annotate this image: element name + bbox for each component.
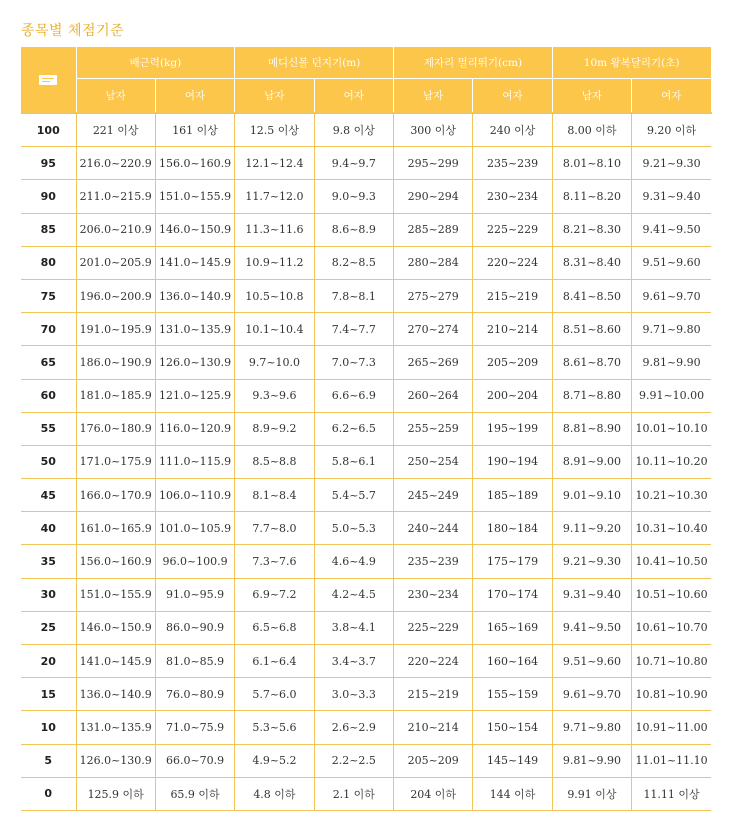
criteria-cell: 136.0~140.9	[155, 279, 234, 312]
table-row	[21, 379, 711, 412]
criteria-cell: 10.51~10.60	[632, 578, 711, 611]
table-row	[21, 313, 711, 346]
criteria-cell: 280~284	[394, 246, 473, 279]
criteria-cell: 6.9~7.2	[235, 578, 314, 611]
criteria-cell: 250~254	[394, 445, 473, 478]
criteria-cell: 11.01~11.10	[632, 744, 711, 777]
score-cell: 25	[21, 611, 76, 644]
table-row	[21, 645, 711, 678]
criteria-cell: 10.81~10.90	[632, 678, 711, 711]
criteria-cell: 8.01~8.10	[552, 147, 631, 180]
table-row	[21, 512, 711, 545]
table-row	[21, 678, 711, 711]
criteria-cell: 9.4~9.7	[314, 147, 393, 180]
criteria-cell: 141.0~145.9	[155, 246, 234, 279]
criteria-cell: 9.01~9.10	[552, 479, 631, 512]
criteria-cell: 6.1~6.4	[235, 645, 314, 678]
criteria-cell: 10.5~10.8	[235, 279, 314, 312]
table-row	[21, 346, 711, 379]
criteria-cell: 300 이상	[394, 113, 473, 147]
criteria-cell: 121.0~125.9	[155, 379, 234, 412]
criteria-cell: 275~279	[394, 279, 473, 312]
score-cell: 75	[21, 279, 76, 312]
criteria-cell: 215~219	[394, 678, 473, 711]
criteria-cell: 7.8~8.1	[314, 279, 393, 312]
criteria-cell: 125.9 이하	[76, 777, 155, 810]
header-row-genders	[21, 79, 711, 114]
header-row-events	[21, 47, 711, 79]
criteria-cell: 225~229	[394, 611, 473, 644]
gender-header: 여자	[155, 79, 234, 114]
criteria-cell: 3.0~3.3	[314, 678, 393, 711]
table-row	[21, 545, 711, 578]
score-column-header	[21, 47, 76, 114]
criteria-cell: 10.71~10.80	[632, 645, 711, 678]
criteria-cell: 5.4~5.7	[314, 479, 393, 512]
gender-header: 남자	[552, 79, 631, 114]
table-row	[21, 246, 711, 279]
criteria-cell: 7.0~7.3	[314, 346, 393, 379]
score-cell: 10	[21, 711, 76, 744]
score-cell: 65	[21, 346, 76, 379]
criteria-cell: 126.0~130.9	[155, 346, 234, 379]
criteria-cell: 91.0~95.9	[155, 578, 234, 611]
table-row	[21, 479, 711, 512]
gender-header: 여자	[314, 79, 393, 114]
criteria-cell: 2.2~2.5	[314, 744, 393, 777]
criteria-cell: 8.81~8.90	[552, 412, 631, 445]
criteria-cell: 5.8~6.1	[314, 445, 393, 478]
score-cell: 55	[21, 412, 76, 445]
score-icon	[39, 75, 57, 85]
criteria-cell: 4.6~4.9	[314, 545, 393, 578]
criteria-cell: 71.0~75.9	[155, 711, 234, 744]
criteria-cell: 8.31~8.40	[552, 246, 631, 279]
criteria-cell: 235~239	[473, 147, 552, 180]
criteria-cell: 230~234	[394, 578, 473, 611]
criteria-cell: 106.0~110.9	[155, 479, 234, 512]
criteria-cell: 81.0~85.9	[155, 645, 234, 678]
score-cell: 60	[21, 379, 76, 412]
table-row	[21, 213, 711, 246]
criteria-cell: 211.0~215.9	[76, 180, 155, 213]
criteria-cell: 220~224	[394, 645, 473, 678]
criteria-cell: 225~229	[473, 213, 552, 246]
event-header-standing-jump: 제자리 멀리뛰기(cm)	[394, 47, 553, 79]
criteria-cell: 4.8 이하	[235, 777, 314, 810]
criteria-cell: 2.1 이하	[314, 777, 393, 810]
criteria-cell: 9.71~9.80	[552, 711, 631, 744]
criteria-cell: 3.4~3.7	[314, 645, 393, 678]
event-header-back-strength: 배근력(kg)	[76, 47, 235, 79]
score-cell: 15	[21, 678, 76, 711]
criteria-cell: 175~179	[473, 545, 552, 578]
criteria-cell: 12.5 이상	[235, 113, 314, 147]
criteria-cell: 116.0~120.9	[155, 412, 234, 445]
criteria-cell: 6.2~6.5	[314, 412, 393, 445]
table-row	[21, 445, 711, 478]
criteria-cell: 11.11 이상	[632, 777, 711, 810]
table-row	[21, 412, 711, 445]
criteria-cell: 165~169	[473, 611, 552, 644]
criteria-cell: 11.7~12.0	[235, 180, 314, 213]
criteria-cell: 205~209	[394, 744, 473, 777]
event-header-shuttle-run: 10m 왕복달리기(초)	[552, 47, 711, 79]
criteria-cell: 181.0~185.9	[76, 379, 155, 412]
criteria-cell: 8.51~8.60	[552, 313, 631, 346]
criteria-cell: 8.61~8.70	[552, 346, 631, 379]
event-header-medicine-ball: 메디신볼 던지기(m)	[235, 47, 394, 79]
score-cell: 0	[21, 777, 76, 810]
criteria-cell: 9.21~9.30	[632, 147, 711, 180]
criteria-cell: 10.21~10.30	[632, 479, 711, 512]
score-cell: 90	[21, 180, 76, 213]
criteria-cell: 4.9~5.2	[235, 744, 314, 777]
criteria-cell: 12.1~12.4	[235, 147, 314, 180]
criteria-cell: 9.51~9.60	[632, 246, 711, 279]
criteria-cell: 8.91~9.00	[552, 445, 631, 478]
criteria-cell: 9.20 이하	[632, 113, 711, 147]
criteria-cell: 10.11~10.20	[632, 445, 711, 478]
criteria-cell: 161 이상	[155, 113, 234, 147]
criteria-cell: 9.7~10.0	[235, 346, 314, 379]
criteria-cell: 9.31~9.40	[552, 578, 631, 611]
criteria-cell: 8.1~8.4	[235, 479, 314, 512]
criteria-cell: 9.81~9.90	[552, 744, 631, 777]
criteria-cell: 131.0~135.9	[76, 711, 155, 744]
table-row	[21, 711, 711, 744]
criteria-cell: 65.9 이하	[155, 777, 234, 810]
criteria-cell: 6.5~6.8	[235, 611, 314, 644]
criteria-cell: 210~214	[473, 313, 552, 346]
table-row	[21, 777, 711, 810]
gender-header: 남자	[76, 79, 155, 114]
criteria-cell: 171.0~175.9	[76, 445, 155, 478]
score-cell: 35	[21, 545, 76, 578]
criteria-cell: 265~269	[394, 346, 473, 379]
criteria-cell: 8.71~8.80	[552, 379, 631, 412]
score-cell: 5	[21, 744, 76, 777]
criteria-cell: 9.31~9.40	[632, 180, 711, 213]
criteria-cell: 8.6~8.9	[314, 213, 393, 246]
criteria-cell: 101.0~105.9	[155, 512, 234, 545]
criteria-cell: 10.41~10.50	[632, 545, 711, 578]
criteria-cell: 66.0~70.9	[155, 744, 234, 777]
table-row	[21, 113, 711, 147]
criteria-cell: 270~274	[394, 313, 473, 346]
criteria-cell: 9.51~9.60	[552, 645, 631, 678]
criteria-cell: 141.0~145.9	[76, 645, 155, 678]
score-cell: 45	[21, 479, 76, 512]
criteria-cell: 9.8 이상	[314, 113, 393, 147]
criteria-cell: 9.91 이상	[552, 777, 631, 810]
criteria-cell: 200~204	[473, 379, 552, 412]
criteria-cell: 156.0~160.9	[76, 545, 155, 578]
criteria-cell: 9.21~9.30	[552, 545, 631, 578]
criteria-cell: 8.00 이하	[552, 113, 631, 147]
criteria-cell: 9.0~9.3	[314, 180, 393, 213]
criteria-cell: 170~174	[473, 578, 552, 611]
criteria-cell: 8.2~8.5	[314, 246, 393, 279]
criteria-cell: 150~154	[473, 711, 552, 744]
criteria-cell: 9.61~9.70	[552, 678, 631, 711]
score-cell: 30	[21, 578, 76, 611]
criteria-cell: 190~194	[473, 445, 552, 478]
criteria-cell: 185~189	[473, 479, 552, 512]
criteria-cell: 86.0~90.9	[155, 611, 234, 644]
criteria-cell: 10.91~11.00	[632, 711, 711, 744]
score-cell: 70	[21, 313, 76, 346]
criteria-cell: 260~264	[394, 379, 473, 412]
criteria-cell: 160~164	[473, 645, 552, 678]
criteria-cell: 204 이하	[394, 777, 473, 810]
criteria-cell: 255~259	[394, 412, 473, 445]
criteria-cell: 8.41~8.50	[552, 279, 631, 312]
criteria-cell: 9.41~9.50	[632, 213, 711, 246]
criteria-cell: 156.0~160.9	[155, 147, 234, 180]
gender-header: 남자	[394, 79, 473, 114]
scoring-table	[21, 46, 712, 811]
criteria-cell: 10.9~11.2	[235, 246, 314, 279]
criteria-cell: 240 이상	[473, 113, 552, 147]
criteria-cell: 151.0~155.9	[76, 578, 155, 611]
table-row	[21, 744, 711, 777]
criteria-cell: 10.31~10.40	[632, 512, 711, 545]
criteria-cell: 186.0~190.9	[76, 346, 155, 379]
criteria-cell: 201.0~205.9	[76, 246, 155, 279]
criteria-cell: 240~244	[394, 512, 473, 545]
criteria-cell: 4.2~4.5	[314, 578, 393, 611]
score-cell: 80	[21, 246, 76, 279]
criteria-cell: 176.0~180.9	[76, 412, 155, 445]
criteria-cell: 9.11~9.20	[552, 512, 631, 545]
criteria-cell: 136.0~140.9	[76, 678, 155, 711]
criteria-cell: 191.0~195.9	[76, 313, 155, 346]
criteria-cell: 9.71~9.80	[632, 313, 711, 346]
criteria-cell: 285~289	[394, 213, 473, 246]
criteria-cell: 5.7~6.0	[235, 678, 314, 711]
gender-header: 남자	[235, 79, 314, 114]
criteria-cell: 220~224	[473, 246, 552, 279]
criteria-cell: 7.4~7.7	[314, 313, 393, 346]
score-cell: 40	[21, 512, 76, 545]
score-cell: 95	[21, 147, 76, 180]
criteria-cell: 221 이상	[76, 113, 155, 147]
criteria-cell: 290~294	[394, 180, 473, 213]
table-row	[21, 180, 711, 213]
score-cell: 85	[21, 213, 76, 246]
criteria-cell: 216.0~220.9	[76, 147, 155, 180]
score-cell: 20	[21, 645, 76, 678]
criteria-cell: 7.3~7.6	[235, 545, 314, 578]
criteria-cell: 196.0~200.9	[76, 279, 155, 312]
criteria-cell: 96.0~100.9	[155, 545, 234, 578]
criteria-cell: 9.61~9.70	[632, 279, 711, 312]
criteria-cell: 10.61~10.70	[632, 611, 711, 644]
gender-header: 여자	[632, 79, 711, 114]
criteria-cell: 8.21~8.30	[552, 213, 631, 246]
criteria-cell: 8.11~8.20	[552, 180, 631, 213]
criteria-cell: 10.01~10.10	[632, 412, 711, 445]
score-cell: 50	[21, 445, 76, 478]
criteria-cell: 230~234	[473, 180, 552, 213]
gender-header: 여자	[473, 79, 552, 114]
criteria-cell: 7.7~8.0	[235, 512, 314, 545]
criteria-cell: 9.81~9.90	[632, 346, 711, 379]
criteria-cell: 5.3~5.6	[235, 711, 314, 744]
criteria-cell: 11.3~11.6	[235, 213, 314, 246]
criteria-cell: 210~214	[394, 711, 473, 744]
criteria-cell: 9.91~10.00	[632, 379, 711, 412]
criteria-cell: 161.0~165.9	[76, 512, 155, 545]
table-row	[21, 147, 711, 180]
criteria-cell: 145~149	[473, 744, 552, 777]
criteria-cell: 76.0~80.9	[155, 678, 234, 711]
table-row	[21, 611, 711, 644]
criteria-cell: 3.8~4.1	[314, 611, 393, 644]
criteria-cell: 235~239	[394, 545, 473, 578]
criteria-cell: 295~299	[394, 147, 473, 180]
criteria-cell: 166.0~170.9	[76, 479, 155, 512]
criteria-cell: 205~209	[473, 346, 552, 379]
criteria-cell: 151.0~155.9	[155, 180, 234, 213]
criteria-cell: 2.6~2.9	[314, 711, 393, 744]
criteria-cell: 10.1~10.4	[235, 313, 314, 346]
criteria-cell: 8.5~8.8	[235, 445, 314, 478]
page-title: 종목별 체점기준	[21, 23, 125, 39]
criteria-cell: 195~199	[473, 412, 552, 445]
criteria-cell: 126.0~130.9	[76, 744, 155, 777]
criteria-cell: 9.41~9.50	[552, 611, 631, 644]
criteria-cell: 180~184	[473, 512, 552, 545]
criteria-cell: 9.3~9.6	[235, 379, 314, 412]
table-row	[21, 279, 711, 312]
criteria-cell: 146.0~150.9	[155, 213, 234, 246]
criteria-cell: 146.0~150.9	[76, 611, 155, 644]
criteria-cell: 215~219	[473, 279, 552, 312]
table-row	[21, 578, 711, 611]
criteria-cell: 5.0~5.3	[314, 512, 393, 545]
criteria-cell: 245~249	[394, 479, 473, 512]
criteria-cell: 6.6~6.9	[314, 379, 393, 412]
criteria-cell: 144 이하	[473, 777, 552, 810]
criteria-cell: 8.9~9.2	[235, 412, 314, 445]
criteria-cell: 131.0~135.9	[155, 313, 234, 346]
table-body	[21, 113, 711, 810]
criteria-cell: 206.0~210.9	[76, 213, 155, 246]
criteria-cell: 155~159	[473, 678, 552, 711]
score-cell: 100	[21, 113, 76, 147]
criteria-cell: 111.0~115.9	[155, 445, 234, 478]
